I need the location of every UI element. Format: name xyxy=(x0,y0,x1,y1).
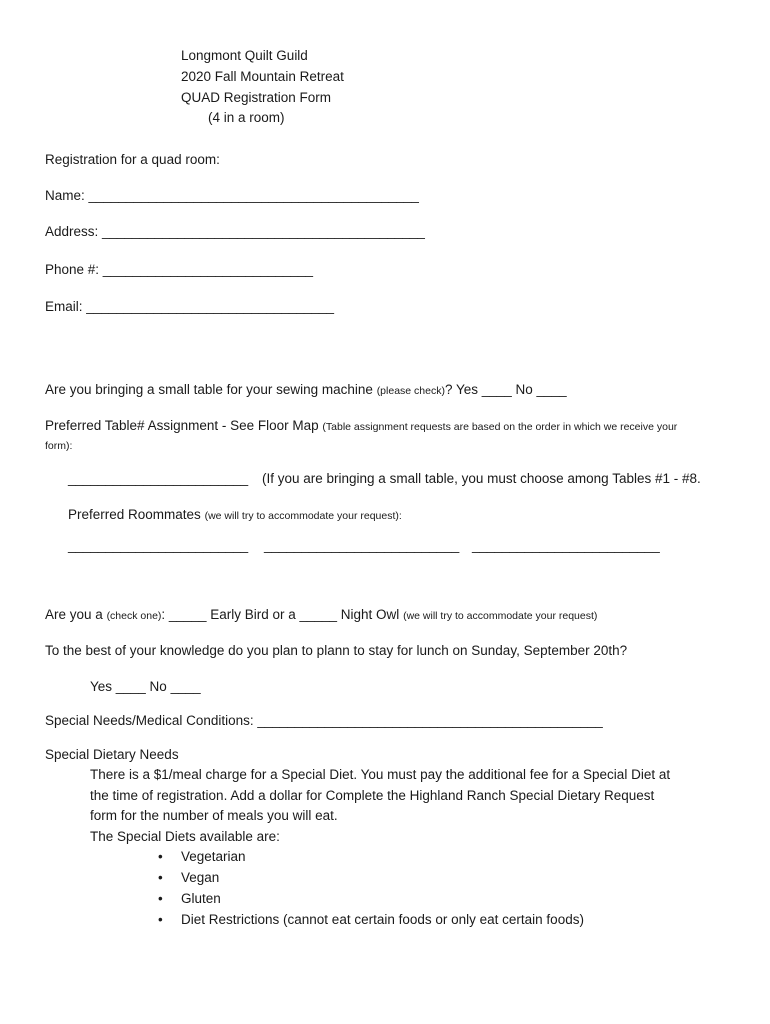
name-field[interactable]: Name: ____________________________________________ xyxy=(45,188,419,203)
table-question-note: (please check) xyxy=(376,385,445,397)
email-field[interactable]: Email: _________________________________ xyxy=(45,299,335,314)
special-needs-field[interactable]: Special Needs/Medical Conditions: ______________________________________________ xyxy=(45,713,603,728)
room-note: (4 in a room) xyxy=(208,110,285,125)
lunch-answer[interactable]: Yes ____ No ____ xyxy=(90,679,201,694)
table-question-answer[interactable]: ? Yes ____ No ____ xyxy=(444,382,567,397)
dietary-line-2: the time of registration. Add a dollar for Complete the Highland Ranch Special Dietary Request xyxy=(90,788,655,803)
form-title: QUAD Registration Form xyxy=(181,90,332,105)
bird-owl-question[interactable] xyxy=(45,607,597,622)
section-heading: Registration for a quad room: xyxy=(45,152,220,167)
bullet-icon: • xyxy=(158,912,163,927)
roommates-line xyxy=(68,507,402,522)
roommate-blank-1[interactable]: ________________________ xyxy=(68,538,249,553)
bird-owl-note: (check one) xyxy=(106,610,162,622)
list-item xyxy=(158,870,584,891)
roommates-label: Preferred Roommates xyxy=(68,507,201,522)
roommate-blank-3[interactable]: _________________________ xyxy=(472,538,660,553)
bird-owl-note2: (we will try to accommodate your request) xyxy=(403,610,598,622)
floor-map-link[interactable]: See Floor Map xyxy=(230,418,319,433)
bullet-icon: • xyxy=(158,870,163,885)
table-assignment-note-cont: form): xyxy=(45,440,73,452)
bird-owl-text[interactable]: : _____ Early Bird or a _____ Night Owl xyxy=(161,607,400,622)
bird-owl-prefix: Are you a xyxy=(45,607,103,622)
bullet-icon: • xyxy=(158,891,163,906)
diet-option-restrictions: Diet Restrictions (cannot eat certain foods or only eat certain foods) xyxy=(181,912,584,927)
event-name: 2020 Fall Mountain Retreat xyxy=(181,69,344,84)
list-item xyxy=(158,912,584,933)
table-number-blank[interactable]: ________________________ xyxy=(68,471,249,486)
table-instruction: (If you are bringing a small table, you must choose among Tables #1 - #8. xyxy=(262,471,701,486)
diet-option-gluten: Gluten xyxy=(181,891,221,906)
diet-option-vegan: Vegan xyxy=(181,870,220,885)
dietary-line-3: form for the number of meals you will eat. xyxy=(90,808,338,823)
dietary-available: The Special Diets available are: xyxy=(90,829,280,844)
table-assignment-line xyxy=(45,418,677,433)
roommates-note: (we will try to accommodate your request): xyxy=(204,510,402,522)
table-assignment-note: (Table assignment requests are based on the order in which we receive your xyxy=(322,421,678,433)
dietary-heading: Special Dietary Needs xyxy=(45,747,179,762)
dietary-line-1: There is a $1/meal charge for a Special Diet. You must pay the additional fee for a Special Diet at xyxy=(90,767,671,782)
table-assignment-label: Preferred Table# Assignment - xyxy=(45,418,231,433)
diet-option-vegetarian: Vegetarian xyxy=(181,849,246,864)
table-question[interactable] xyxy=(45,382,567,397)
address-field[interactable]: Address: ___________________________________________ xyxy=(45,224,425,239)
list-item xyxy=(158,891,584,912)
bullet-icon: • xyxy=(158,849,163,864)
org-name: Longmont Quilt Guild xyxy=(181,48,308,63)
lunch-question: To the best of your knowledge do you plan to plann to stay for lunch on Sunday, September 20th? xyxy=(45,643,628,658)
diet-options-list xyxy=(158,849,584,933)
roommate-blank-2[interactable]: __________________________ xyxy=(264,538,460,553)
phone-field[interactable]: Phone #: ____________________________ xyxy=(45,262,314,277)
list-item xyxy=(158,849,584,870)
table-question-text: Are you bringing a small table for your sewing machine xyxy=(45,382,373,397)
